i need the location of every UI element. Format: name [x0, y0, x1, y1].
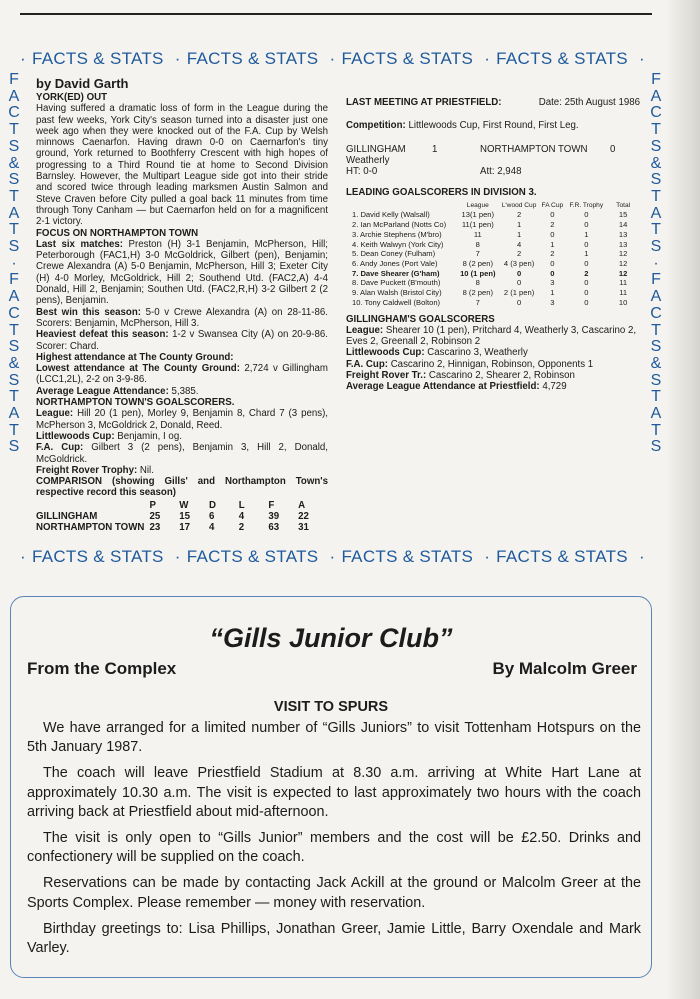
vertical-letter: A: [8, 204, 20, 222]
vertical-letter: S: [650, 438, 662, 456]
leading-scorers-heading: LEADING GOALSCORERS IN DIVISION 3.: [346, 187, 537, 199]
label: Competition:: [346, 120, 406, 132]
vertical-letter: T: [651, 421, 661, 439]
freight-rover: [36, 465, 328, 476]
value: Cascarino 3, Weatherly: [427, 347, 528, 359]
gills-scorers-heading: GILLINGHAM'S GOALSCORERS: [346, 313, 495, 325]
cell: 8: [475, 239, 480, 249]
col-header: P: [149, 499, 156, 511]
cell: 15: [179, 510, 191, 522]
vertical-letter: S: [650, 371, 662, 389]
cell: 12: [618, 249, 628, 259]
col-header: Total: [616, 201, 631, 209]
cell: 6: [209, 510, 215, 522]
cell: 13: [618, 229, 628, 239]
cell: 4: [238, 510, 245, 522]
vertical-letter: S: [8, 171, 20, 189]
cell: 8: [475, 278, 480, 288]
vertical-letter: &: [8, 354, 20, 372]
cell: 2 (1 pen): [503, 288, 535, 298]
cell: 0: [550, 268, 555, 278]
table-row: [36, 522, 328, 533]
table-row: [346, 269, 640, 279]
cell: 3: [550, 297, 555, 307]
vertical-letter: T: [651, 187, 661, 205]
junior-club-box: [10, 596, 652, 978]
cell: 1: [550, 239, 555, 249]
gills-facup: [346, 359, 640, 370]
vertical-letter: C: [650, 304, 662, 322]
vertical-letter: A: [8, 87, 20, 105]
cell: 1: [516, 229, 522, 239]
cell: 4: [516, 239, 522, 249]
cell: 31: [298, 521, 309, 533]
cell: 0: [550, 210, 555, 220]
value: Preston (H) 3-1 Benjamin, McPherson, Hill; Peterborough (FAC1,H) 3-0 McGoldrick, Gilbert (pen), Benjamin; Crewe Alexandra (A) 5-0 Benjamin, McPherson, Hill 3; Exeter City (H) 4-0 Morley, McGoldrick, Hill 2; Southend Utd. (FAC2,A) 4-4 Donald, Hill 2, Benjamin; Southen Utd. (FAC2,R,H) 3-2 Gilbert 2 (2 pens), Benjamin.: [36, 238, 328, 307]
cell: 7: [475, 249, 480, 259]
vertical-letter: F: [651, 71, 661, 88]
paragraph: The coach will leave Priestfield Stadium at 8.30 a.m. arriving at White Hart Lane at approximately 10.30 a.m. The visit is expected to last approximately two hours with the coach arriving back at Priestfield about mid-afternoon.: [27, 765, 641, 820]
junior-body: [27, 719, 641, 965]
cell: 0: [584, 259, 589, 268]
junior-club-title: “Gills Junior Club”: [209, 623, 453, 653]
col-header: L'wood Cup: [501, 201, 537, 209]
cell: 2: [550, 249, 555, 259]
vertical-letter: C: [8, 304, 20, 322]
lowest-attendance: [36, 363, 328, 386]
vertical-letter: A: [650, 405, 662, 423]
home-team: GILLINGHAM: [346, 143, 406, 155]
team-name: NORTHAMPTON TOWN: [36, 521, 145, 533]
last-meeting-label: LAST MEETING AT PRIESTFIELD:: [346, 97, 502, 108]
york-heading: YORK(ED) OUT: [36, 92, 108, 103]
vertical-letter: T: [9, 121, 19, 139]
value: 5-0 v Crewe Alexandra (A) on 28-11-86. Scorers: Benjamin, McPherson, Hill 3.: [36, 306, 328, 329]
value: Cascarino 2, Shearer 2, Robinson: [428, 370, 575, 381]
cell: 4 (3 pen): [503, 259, 535, 268]
vertical-letter: A: [650, 204, 662, 222]
value: Gilbert 3 (2 pens), Benjamin 3, Hill 2, Donald, McGoldrick.: [36, 442, 328, 465]
home-score: 1: [432, 143, 438, 155]
table-row: [346, 288, 640, 298]
label: Best win this season:: [36, 306, 141, 318]
vertical-letter: T: [9, 388, 19, 406]
band-text: FACTS & STATS: [186, 547, 319, 566]
player-name: 9. Alan Walsh (Bristol City): [352, 288, 442, 298]
cell: 8 (2 pen): [462, 259, 493, 268]
table-row: [346, 240, 640, 250]
vertical-letter: &: [650, 354, 662, 372]
table-row: [346, 210, 640, 220]
cell: 39: [268, 510, 280, 522]
cell: 11: [619, 288, 628, 298]
cell: 0: [584, 210, 589, 220]
cell: 8 (2 pen): [462, 288, 493, 298]
value: 4,729: [542, 381, 567, 393]
cell: 12: [618, 259, 628, 268]
york-article: Having suffered a dramatic loss of form in the League during the past few weeks, York City's season turned into a disaster just one week ago when they were knocked out of the F.A. Cup by Welsh minnows Caenarfon. Having drawn 0-0 on Caernarfon's tiny ground, York returned to Boothferry Crescent with high hopes of progressing to a Third Round tie at home to Second Division Barnsley. However, the Multipart League side got into their stride and scored twice through leading marksmen Austin Salmon and Steve Craven before City pulled a goal back 11 minutes from time through Tony Canham — but Caernarfon held on for a magnificent 2-1 victory.: [36, 103, 328, 228]
label: Littlewoods Cup:: [36, 430, 115, 442]
vertical-letter: T: [9, 187, 19, 205]
vertical-letter: F: [9, 71, 19, 88]
table-row: [346, 249, 640, 259]
goalscorers-heading: NORTHAMPTON TOWN'S GOALSCORERS.: [36, 397, 235, 409]
home-scorer: Weatherly: [346, 154, 390, 166]
player-name: 1. David Kelly (Walsall): [352, 210, 430, 220]
comparison-table: [36, 500, 328, 533]
cell: 23: [149, 521, 161, 533]
col-header: F.R. Trophy: [569, 201, 604, 209]
label: League:: [346, 324, 384, 336]
cell: 14: [618, 220, 628, 230]
table-row: [346, 298, 640, 308]
value: Cascarino 2, Hinnigan, Robinson, Opponents 1: [390, 358, 594, 370]
value: Hill 20 (1 pen), Morley 9, Benjamin 8, Chard 7 (3 pens), McPherson 3, McGoldrick 2, Donald, Reed.: [36, 408, 328, 431]
cell: 1: [516, 220, 522, 230]
vertical-facts-stats-left: [4, 72, 24, 456]
value: 1-2 v Swansea City (A) on 20-9-86. Scorer: Chard.: [36, 329, 328, 352]
cell: 7: [475, 297, 480, 307]
col-header: A: [298, 499, 306, 511]
vertical-letter: T: [9, 421, 19, 439]
vertical-letter: S: [8, 338, 20, 356]
author-byline: By Malcolm Greer: [492, 659, 637, 678]
player-name: 10. Tony Caldwell (Bolton): [352, 297, 441, 307]
label: League:: [36, 408, 74, 420]
from-the-complex: From the Complex: [27, 659, 177, 678]
gills-average-attendance: [346, 381, 640, 392]
band-text: FACTS & STATS: [496, 49, 628, 68]
label: Last six matches:: [36, 238, 123, 250]
cell: 2: [516, 249, 522, 259]
label: F.A. Cup:: [346, 358, 388, 370]
player-name: 7. Dave Shearer (G'ham): [352, 268, 440, 278]
away-team: NORTHAMPTON TOWN: [480, 143, 588, 155]
label: Freight Rover Trophy:: [36, 464, 138, 476]
cell: 1: [550, 288, 555, 298]
top-rule: [20, 13, 652, 15]
player-name: 8. Dave Puckett (B'mouth): [352, 278, 441, 288]
cell: 63: [268, 521, 280, 533]
facts-stats-band-bottom: · FACTS & STATS · FACTS & STATS · FACTS & STATS · FACTS & STATS ·: [20, 547, 645, 566]
gills-league: [346, 325, 640, 348]
page-edge-shadow: [666, 0, 700, 999]
competition: [346, 120, 640, 131]
vertical-letter: S: [8, 137, 20, 155]
player-name: 3. Archie Stephens (M'bro): [352, 229, 442, 239]
cell: 2: [550, 220, 555, 230]
focus-heading: FOCUS ON NORTHAMPTON TOWN: [36, 227, 199, 239]
label: Littlewoods Cup:: [346, 347, 425, 359]
value: Shearer 10 (1 pen), Pritchard 4, Weatherly 3, Cascarino 2, Eves 2, Greenall 2, Robinson 2: [346, 324, 637, 348]
vertical-letter: C: [650, 104, 662, 122]
band-text: FACTS & STATS: [186, 49, 319, 68]
col-header: League: [466, 201, 489, 209]
vertical-letter: &: [8, 154, 20, 172]
paragraph: Reservations can be made by contacting Jack Ackill at the ground or Malcolm Greer at the Sports Complex. Please remember — money with reservation.: [27, 875, 641, 911]
last-meeting-date: Date: 25th August 1986: [538, 97, 640, 108]
last-meeting-row: [346, 97, 640, 108]
label: Heaviest defeat this season:: [36, 329, 169, 341]
vertical-letter: ·: [653, 254, 659, 272]
vertical-letter: T: [651, 321, 661, 339]
league-scorers: [36, 408, 328, 431]
label: Lowest attendance at The County Ground:: [36, 363, 240, 375]
cell: 17: [179, 521, 191, 533]
cell: 12: [618, 268, 628, 278]
cell: 0: [584, 297, 589, 307]
vertical-letter: A: [650, 87, 662, 105]
value: 2,724 v Gillingham (LCC1,2L), 2-2 on 3-9-86.: [36, 363, 328, 386]
band-text: FACTS & STATS: [496, 547, 628, 566]
paragraph: We have arranged for a limited number of “Gills Juniors” to visit Tottenham Hotspurs on the 5th January 1987.: [27, 720, 641, 756]
last-six-matches: [36, 239, 328, 307]
table-row: [346, 259, 640, 269]
best-win: [36, 307, 328, 330]
table-row: [346, 230, 640, 240]
vertical-letter: A: [8, 405, 20, 423]
cell: 11(1 pen): [461, 220, 494, 230]
vertical-letter: T: [651, 221, 661, 239]
vertical-facts-stats-right: [646, 72, 666, 456]
vertical-letter: ·: [11, 254, 17, 272]
vertical-letter: S: [650, 171, 662, 189]
away-score: 0: [610, 143, 616, 155]
band-text: FACTS & STATS: [341, 49, 474, 68]
vertical-letter: A: [8, 288, 20, 306]
gills-littlewoods: [346, 347, 640, 358]
visit-heading: VISIT TO SPURS: [273, 699, 389, 715]
highest-attendance: Highest attendance at The County Ground:: [36, 351, 234, 363]
cell: 0: [584, 278, 589, 288]
cell: 1: [584, 249, 589, 259]
vertical-letter: F: [651, 271, 661, 289]
cell: 0: [550, 229, 555, 239]
comparison-heading: COMPARISON (showing Gills' and Northampton Town's respective record this season): [36, 476, 328, 499]
vertical-letter: S: [8, 371, 20, 389]
player-name: 6. Andy Jones (Port Vale): [352, 259, 438, 268]
leading-scorers-table: [346, 201, 640, 308]
col-header: F: [268, 499, 275, 511]
table-row: [346, 220, 640, 230]
col-header: W: [179, 499, 189, 511]
byline: by David Garth: [36, 76, 129, 91]
average-attendance: [36, 386, 328, 397]
cell: 4: [209, 521, 215, 533]
vertical-letter: F: [9, 271, 19, 289]
cell: 0: [516, 268, 522, 278]
cell: 11: [619, 278, 628, 288]
paragraph: The visit is only open to “Gills Junior” members and the cost will be £2.50. Drinks and confectionery will be supplied on the coach.: [27, 830, 641, 866]
cell: 22: [298, 510, 309, 522]
cell: 15: [618, 210, 628, 220]
label: Average League Attendance at Priestfield:: [346, 381, 540, 393]
band-text: FACTS & STATS: [31, 547, 164, 566]
vertical-letter: S: [650, 137, 662, 155]
vertical-letter: A: [650, 288, 662, 306]
player-name: 4. Keith Walwyn (York City): [352, 239, 444, 249]
cell: 10: [618, 297, 628, 307]
vertical-letter: C: [8, 104, 20, 122]
value: Nil.: [139, 464, 154, 476]
col-header: D: [209, 499, 217, 511]
cell: 0: [516, 278, 522, 288]
littlewoods-scorers: [36, 431, 328, 442]
table-row: [36, 511, 328, 522]
label: Freight Rover Tr.:: [346, 370, 427, 381]
cell: 1: [584, 229, 589, 239]
band-text: FACTS & STATS: [341, 547, 474, 566]
cell: 2: [584, 268, 589, 278]
cell: 2: [238, 521, 245, 533]
left-column: [36, 76, 328, 533]
cell: 0: [584, 220, 589, 230]
player-name: 2. Ian McParland (Notts Co): [352, 220, 447, 230]
cell: 11: [473, 229, 482, 239]
cell: 25: [149, 510, 161, 522]
vertical-letter: T: [651, 121, 661, 139]
value: Benjamin, I og.: [117, 430, 182, 442]
value: Littlewoods Cup, First Round, First Leg.: [408, 120, 579, 132]
table-row: [346, 278, 640, 288]
heaviest-defeat: [36, 329, 328, 352]
gills-freight-rover: [346, 370, 640, 381]
vertical-letter: S: [8, 438, 20, 456]
col-header: L: [238, 499, 245, 511]
cell: 0: [516, 297, 522, 307]
facts-stats-band-top: · FACTS & STATS · FACTS & STATS · FACTS & STATS · FACTS & STATS ·: [20, 49, 645, 68]
cell: 13(1 pen): [461, 210, 495, 220]
vertical-letter: &: [650, 154, 662, 172]
vertical-letter: T: [9, 221, 19, 239]
cell: 2: [516, 210, 522, 220]
cell: 3: [550, 278, 555, 288]
ht-att-row: [346, 166, 640, 177]
label: Average League Attendance:: [36, 385, 169, 397]
cell: 13: [618, 239, 628, 249]
match-result: [346, 144, 640, 155]
cell: 10 (1 pen): [460, 268, 496, 278]
half-time: HT: 0-0: [346, 166, 378, 178]
band-text: FACTS & STATS: [31, 49, 164, 68]
facup-scorers: [36, 442, 328, 465]
col-header: FA Cup: [541, 201, 564, 209]
right-column: [346, 97, 640, 393]
attendance: Att: 2,948: [480, 166, 522, 178]
vertical-letter: T: [9, 321, 19, 339]
cell: 0: [584, 239, 589, 249]
paragraph: Birthday greetings to: Lisa Phillips, Jonathan Greer, Jamie Little, Barry Oxendale and Mark Varley.: [27, 920, 641, 957]
vertical-letter: S: [650, 338, 662, 356]
player-name: 5. Dean Coney (Fulham): [352, 249, 436, 259]
vertical-letter: S: [650, 238, 662, 256]
cell: 0: [584, 288, 589, 298]
vertical-letter: S: [8, 238, 20, 256]
team-name: GILLINGHAM: [36, 510, 98, 522]
value: 5,385.: [171, 385, 199, 397]
cell: 0: [550, 259, 555, 268]
label: F.A. Cup:: [36, 442, 84, 454]
vertical-letter: T: [651, 388, 661, 406]
